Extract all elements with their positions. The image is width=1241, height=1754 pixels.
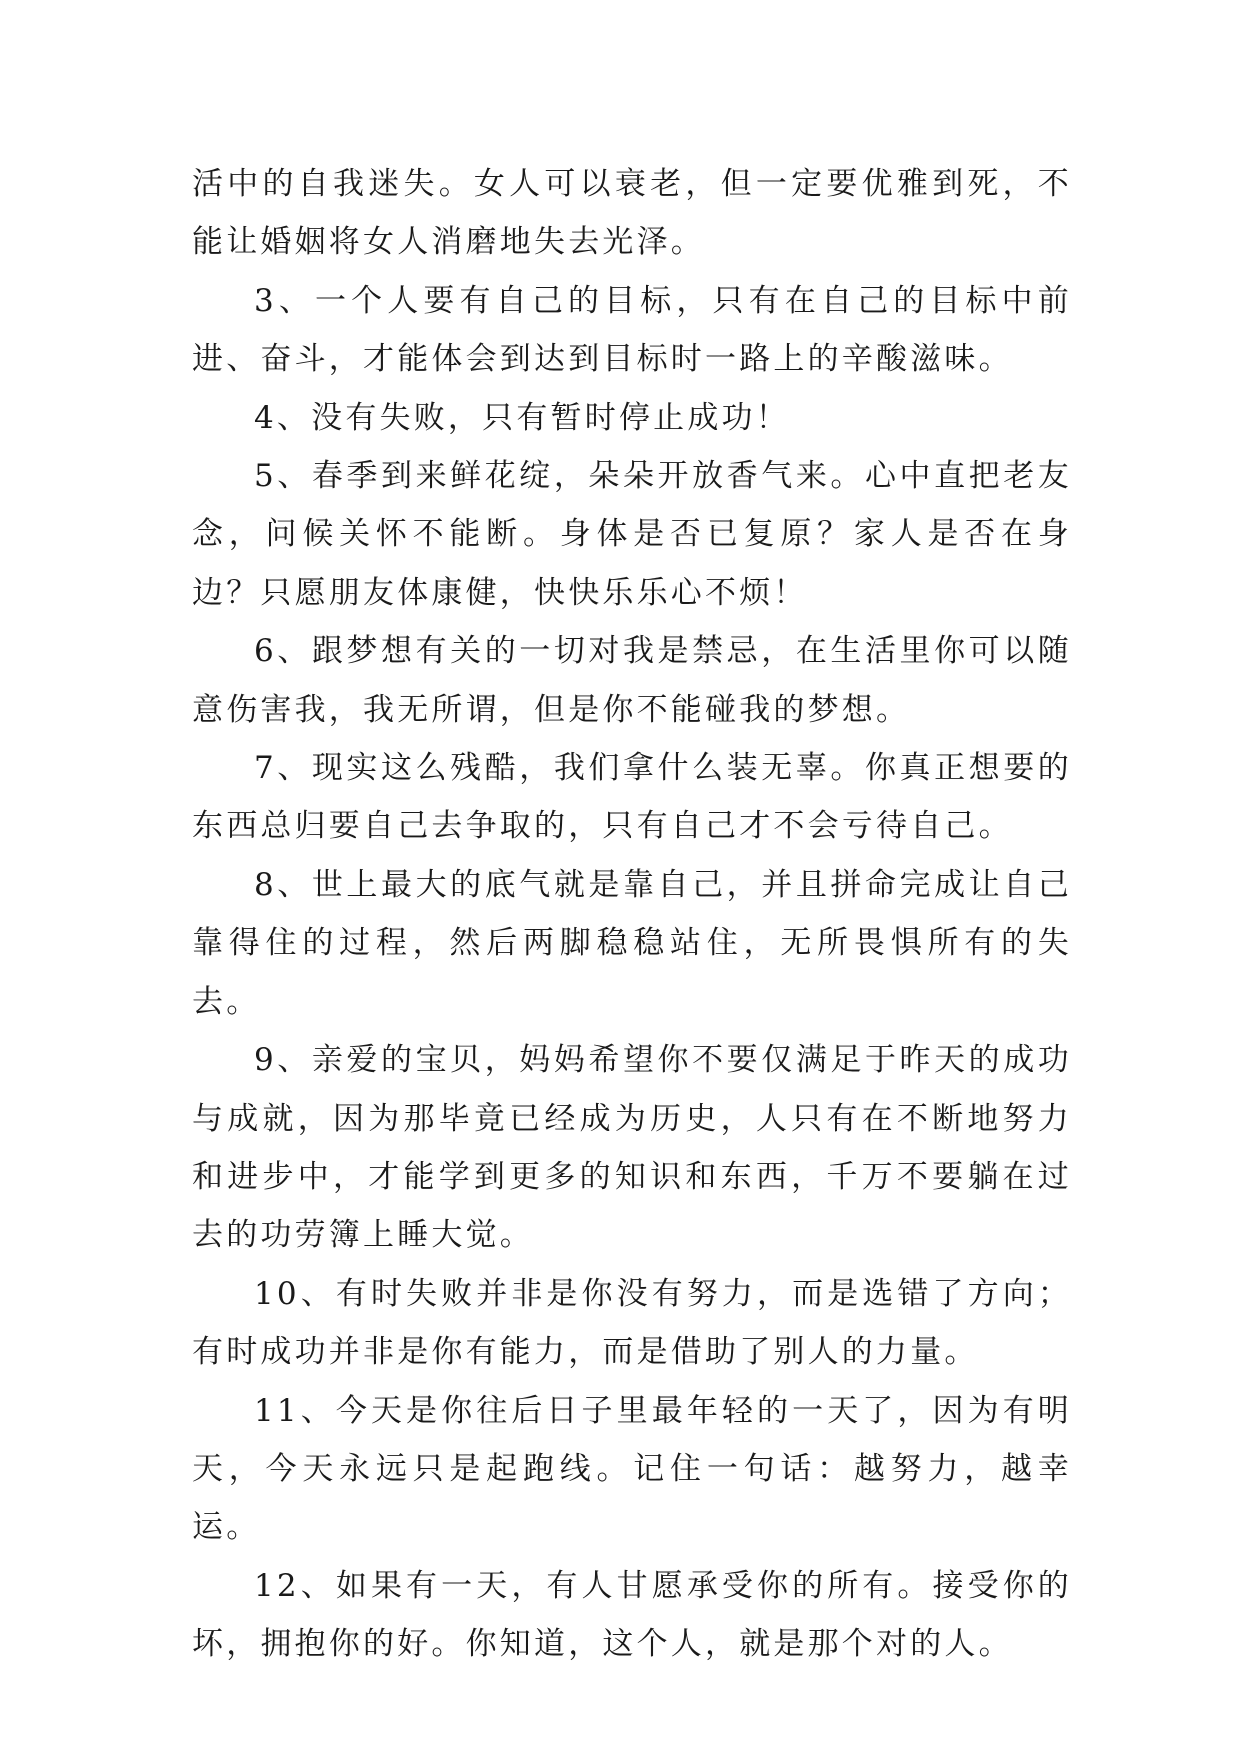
paragraph-item-10: 10、有时失败并非是你没有努力，而是选错了方向；有时成功并非是你有能力，而是借助了别人的力量。 (192, 1275, 1072, 1371)
paragraph-continuation: 活中的自我迷失。女人可以衰老，但一定要优雅到死，不能让婚姻将女人消磨地失去光泽。 (192, 166, 1072, 261)
paragraph-item-9: 9、亲爱的宝贝，妈妈希望你不要仅满足于昨天的成功与成就，因为那毕竟已经成为历史，人只有在不断地努力和进步中，才能学到更多的知识和东西，千万不要躺在过去的功劳簿上睡大觉。 (192, 1042, 1072, 1254)
paragraph-item-4: 4、没有失败，只有暂时停止成功！ (254, 399, 790, 436)
paragraph-item-3: 3、一个人要有自己的目标，只有在自己的目标中前进、奋斗，才能体会到达到目标时一路上的辛酸滋味。 (192, 282, 1072, 378)
paragraph-item-12: 12、如果有一天，有人甘愿承受你的所有。接受你的坏，拥抱你的好。你知道，这个人，就是那个对的人。 (192, 1567, 1072, 1663)
paragraph-item-5: 5、春季到来鲜花绽，朵朵开放香气来。心中直把老友念，问候关怀不能断。身体是否已复原？家人是否在身边？只愿朋友体康健，快快乐乐心不烦！ (192, 458, 1072, 611)
paragraph-item-7: 7、现实这么残酷，我们拿什么装无辜。你真正想要的东西总归要自己去争取的，只有自己才不会亏待自己。 (192, 750, 1072, 845)
paragraph-item-11: 11、今天是你往后日子里最年轻的一天了，因为有明天，今天永远只是起跑线。记住一句话：越努力，越幸运。 (192, 1392, 1072, 1546)
paragraph-item-6: 6、跟梦想有关的一切对我是禁忌，在生活里你可以随意伤害我，我无所谓，但是你不能碰我的梦想。 (192, 633, 1072, 728)
paragraph-item-8: 8、世上最大的底气就是靠自己，并且拼命完成让自己靠得住的过程，然后两脚稳稳站住，无所畏惧所有的失去。 (192, 866, 1072, 1020)
document-body (192, 155, 1072, 1674)
